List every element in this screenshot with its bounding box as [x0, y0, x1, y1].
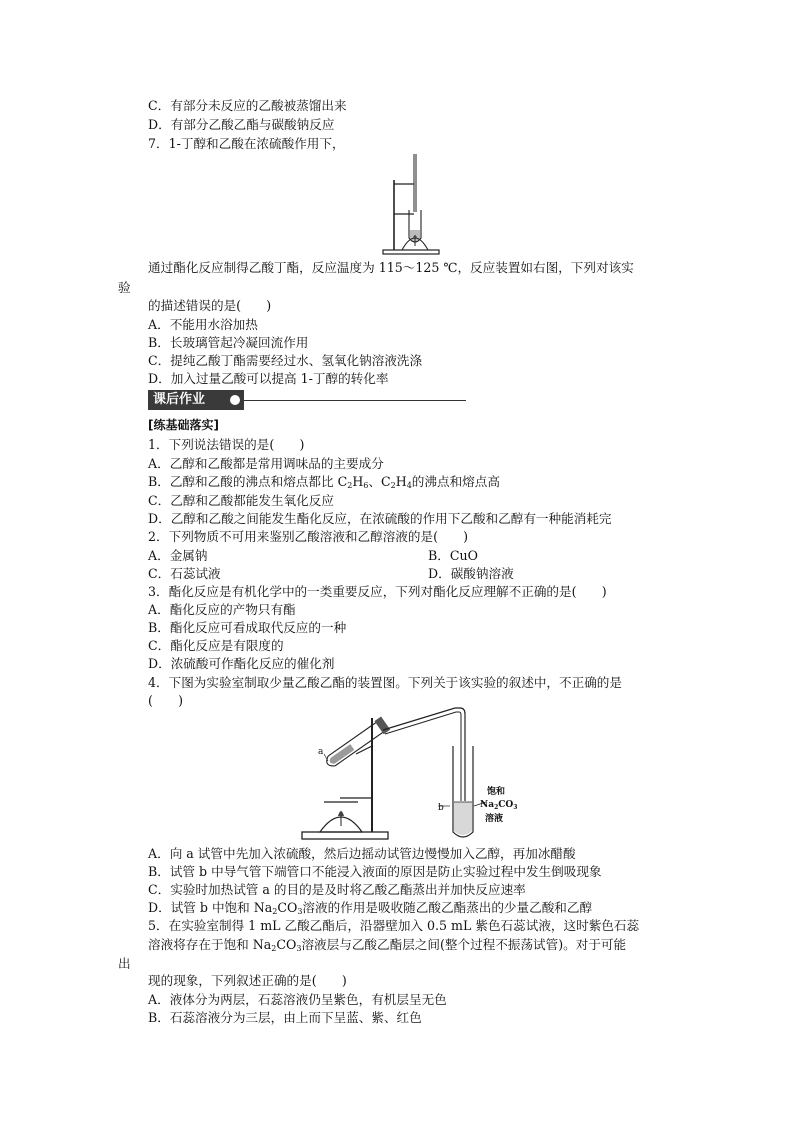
- q4-option-d: [148, 899, 592, 916]
- q5-sub-2: 3: [296, 944, 302, 953]
- q3-option-a: A．酯化反应的产物只有酯: [148, 602, 296, 617]
- q1-b-sub-4: 4: [406, 481, 412, 490]
- q1-option-c: C．乙醇和乙酸都能发生氧化反应: [148, 493, 334, 508]
- q5-sub-1: 2: [271, 944, 277, 953]
- q4-d-sub-2: 3: [297, 907, 303, 916]
- q2-option-a: A．金属钠: [148, 548, 208, 563]
- q2-stem: 2．下列物质不可用来鉴别乙酸溶液和乙醇溶液的是( ): [148, 529, 469, 544]
- label-solution: 溶液: [485, 814, 504, 824]
- q5-option-a: A．液体分为两层，石蕊溶液仍呈紫色，有机层呈无色: [148, 992, 447, 1007]
- q5-text-1: 溶液将存在于饱和 Na: [148, 937, 272, 952]
- q5-stem-line1: 5．在实验室制得 1 mL 乙酸乙酯后，沿器壁加入 0.5 mL 紫色石蕊试液，这时紫色石蕊: [148, 918, 640, 933]
- q1-option-d: D．乙醇和乙酸之间能发生酯化反应，在浓硫酸的作用下乙酸和乙醇有一种能消耗完: [148, 511, 612, 526]
- q7-option-b: B．长玻璃管起冷凝回流作用: [148, 335, 309, 350]
- q4-d-text-1: D．试管 b 中饱和 Na: [148, 900, 273, 915]
- q1-option-b: [148, 473, 500, 490]
- q1-b-text-2: 、C: [368, 474, 391, 489]
- label-saturated: 饱和: [487, 787, 506, 797]
- label-na2co3: [480, 800, 517, 811]
- q4-stem-line2: ( ): [148, 693, 184, 708]
- q1-b-sub-3: 2: [390, 481, 396, 490]
- q5-text-2: 溶液层与乙酸乙酯层之间(整个过程不振荡试管)。对于可能: [301, 937, 627, 952]
- label-a: a: [318, 747, 324, 757]
- label-na: Na: [480, 800, 495, 810]
- q3-option-d: D．浓硫酸可作酯化反应的催化剂: [148, 656, 335, 671]
- bullet-dot-icon: [230, 395, 240, 405]
- q5-co: CO: [276, 937, 297, 952]
- q7-option-c: C．提纯乙酸丁酯需要经过水、氢氧化钠溶液洗涤: [148, 353, 423, 368]
- q3-stem: 3．酯化反应是有机化学中的一类重要反应，下列对酯化反应理解不正确的是( ): [148, 584, 607, 599]
- q3-option-b: B．酯化反应可看成取代反应的一种: [148, 620, 347, 635]
- q2-option-d: D．碳酸钠溶液: [428, 566, 514, 581]
- q1-b-h-2: H: [395, 474, 407, 489]
- q1-stem: 1．下列说法错误的是( ): [148, 437, 305, 452]
- q5-stem-line2: [148, 936, 626, 953]
- q7-option-a: A．不能用水浴加热: [148, 317, 258, 332]
- q4-d-sub-1: 2: [272, 907, 278, 916]
- label-co: CO: [498, 800, 514, 810]
- q2-option-b: B．CuO: [428, 548, 478, 563]
- label-b: b: [438, 803, 444, 813]
- q6-option-d: D．有部分乙酸乙酯与碳酸钠反应: [148, 117, 335, 132]
- q7-stem-line1: 7．1-丁醇和乙酸在浓硫酸作用下，: [148, 136, 345, 151]
- q4-d-co: CO: [277, 900, 298, 915]
- section-banner: [148, 390, 466, 410]
- q5-stem-line3: 现的现象，下列叙述正确的是( ): [148, 973, 347, 988]
- subsection-title: [练基础落实]: [148, 418, 219, 432]
- q4-d-text-2: 溶液的作用是吸收随乙酸乙酯蒸出的少量乙酸和乙醇: [302, 900, 593, 915]
- q7-option-d: D．加入过量乙酸可以提高 1-丁醇的转化率: [148, 371, 389, 386]
- section-divider: [244, 400, 466, 401]
- q3-option-c: C．酯化反应是有限度的: [148, 638, 284, 653]
- q4-option-b: B．试管 b 中导气管下端管口不能浸入液面的原因是防止实验过程中发生倒吸现象: [148, 864, 602, 879]
- q1-b-sub-2: 6: [363, 481, 369, 490]
- q1-b-sub-1: 2: [347, 481, 353, 490]
- q7-apparatus-figure: [380, 152, 446, 258]
- q2-option-c: C．石蕊试液: [148, 566, 221, 581]
- q1-b-h-1: H: [352, 474, 364, 489]
- section-title: 课后作业: [148, 390, 244, 410]
- q4-option-a: A．向 a 试管中先加入浓硫酸，然后边摇动试管边慢慢加入乙醇，再加冰醋酸: [148, 846, 576, 861]
- label-na-sub: 2: [494, 804, 499, 811]
- q7-stem-line2: 通过酯化反应制得乙酸丁酯，反应温度为 115～125 ℃，反应装置如右图，下列对该实: [148, 260, 634, 275]
- label-co-sub: 3: [513, 804, 518, 811]
- q1-b-text-1: B．乙醇和乙酸的沸点和熔点都比 C: [148, 474, 348, 489]
- q5-option-b: B．石蕊溶液分为三层，由上而下呈蓝、紫、红色: [148, 1010, 422, 1025]
- q4-stem: 4．下图为实验室制取少量乙酸乙酯的装置图。下列关于该实验的叙述中，不正确的是: [148, 675, 622, 690]
- q4-option-c: C．实验时加热试管 a 的目的是及时将乙酸乙酯蒸出并加快反应速率: [148, 882, 526, 897]
- q5-stem-wrap: 出: [118, 956, 131, 971]
- q1-b-text-3: 的沸点和熔点高: [411, 474, 500, 489]
- q4-apparatus-figure: [300, 706, 530, 844]
- q6-option-c: C．有部分未反应的乙酸被蒸馏出来: [148, 98, 347, 113]
- q1-option-a: A．乙醇和乙酸都是常用调味品的主要成分: [148, 456, 384, 471]
- q7-stem-wrap: 验: [118, 280, 131, 295]
- q7-stem-line3: 的描述错误的是( ): [148, 298, 272, 313]
